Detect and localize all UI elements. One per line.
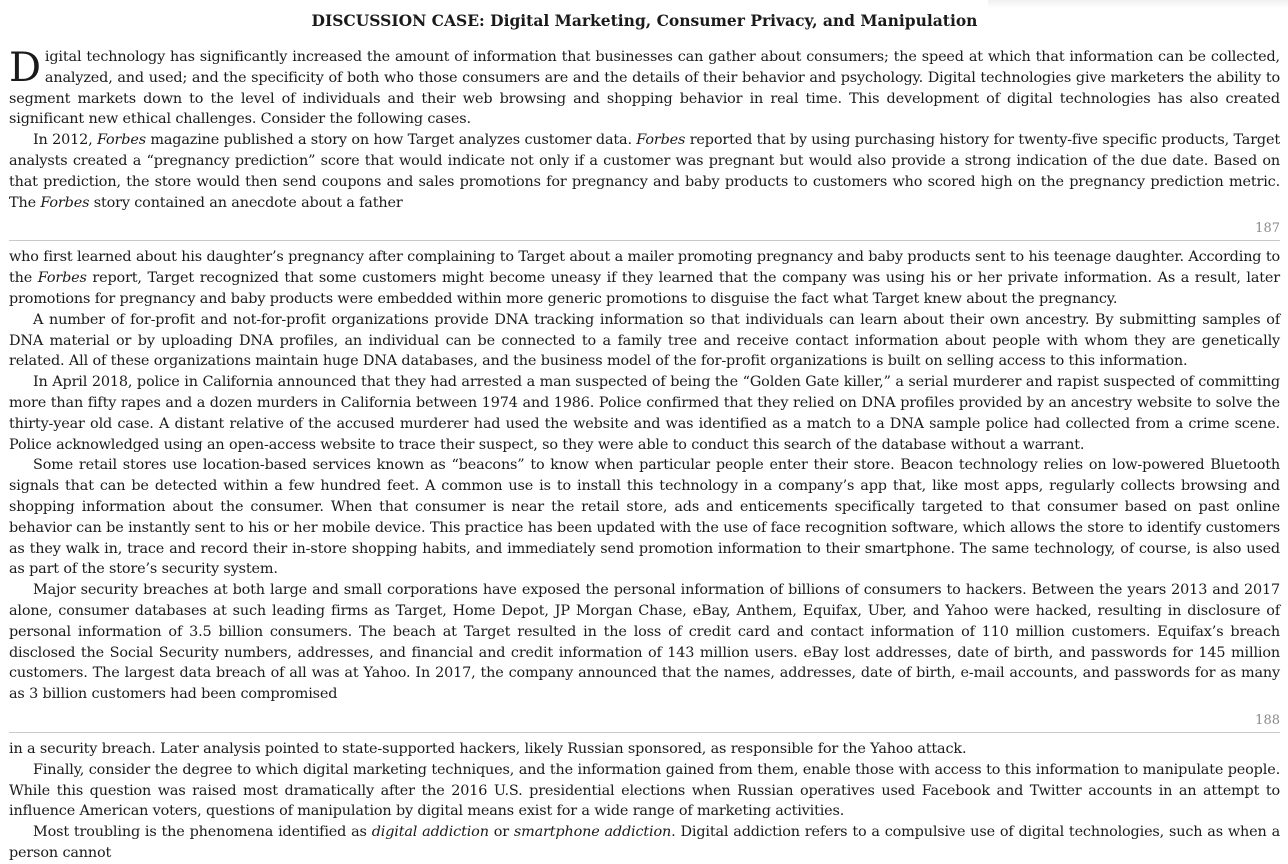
manipulation-paragraph: Finally, consider the degree to which digital marketing techniques, and the information gained from them, enable those with access to this information to manipulate people. While this question was raised most dramatically after the 2016 U.S. presidential elections when Russian operatives used Facebook and Twitter accounts in an attempt to influence American voters, questions of manipulation by digital means exist for a wide range of marketing activities.: [9, 761, 1280, 820]
forbes-italic: Forbes: [40, 194, 90, 211]
document-viewer[interactable]: [9, 0, 1280, 864]
text-run: In 2012,: [33, 132, 97, 149]
text-run: reported that by using purchasing history for twenty-five specific products, Target analysts created a “pregnancy prediction” score that would indicate not only if a customer was pregnant but would also provide a strong indication of the due date. Based on that prediction, the store would then send coupons and sales promotions for pregnancy and baby products to customers who scored high on the pregnancy prediction metric. The: [9, 132, 1280, 211]
text-run: story contained an anecdote about a father: [89, 194, 403, 211]
page-divider: [9, 240, 1280, 241]
addiction-paragraph: [9, 822, 1280, 864]
page-number-187: 187: [1255, 221, 1280, 237]
text-run: report, Target recognized that some customers might become uneasy if they learned that the company was using his or her private information. As a result, later promotions for pregnancy and baby products were embedded within more generic promotions to disguise the fact what Target knew about the pregnancy.: [9, 270, 1280, 307]
page-188: [9, 247, 1280, 733]
text-run: . Digital addiction refers to a compulsive use of digital technologies, such as when a person cannot: [9, 824, 1280, 861]
page-title: DISCUSSION CASE: Digital Marketing, Consumer Privacy, and Manipulation: [311, 11, 978, 30]
golden-gate-paragraph: In April 2018, police in California announced that they had arrested a man suspected of being the “Golden Gate killer,” a serial murderer and rapist suspected of committing more than fifty rapes and a dozen murders in California between 1974 and 1986. Police confirmed that they relied on DNA profiles provided by an ancestry website to solve the thirty-year old case. A distant relative of the accused murderer had used the website and was identified as a match to a DNA sample police had collected from a crime scene. Police acknowledged using an open-access website to trace their suspect, so they were able to conduct this search of the database without a warrant.: [9, 374, 1280, 453]
continued-paragraph: [9, 247, 1280, 309]
text-run: who first learned about his daughter’s pregnancy after complaining to Target about a mailer promoting pregnancy and baby products sent to his teenage daughter. According to the: [9, 249, 1280, 287]
intro-paragraph: [9, 47, 1280, 130]
target-paragraph: [9, 130, 1280, 213]
italic-term: digital addiction: [371, 824, 489, 841]
page-divider: [9, 732, 1280, 733]
text-run: or: [488, 824, 514, 841]
forbes-italic: Forbes: [96, 132, 146, 149]
forbes-italic: Forbes: [636, 132, 686, 149]
text-run: magazine published a story on how Target analyzes customer data.: [145, 132, 637, 149]
forbes-italic: Forbes: [37, 270, 87, 287]
page-number-188: 188: [1255, 712, 1280, 728]
breaches-paragraph: Major security breaches at both large and small corporations have exposed the personal information of billions of consumers to hackers. Between the years 2013 and 2017 alone, consumer databases at such leading firms as Target, Home Depot, JP Morgan Chase, eBay, Anthem, Equifax, Uber, and Yahoo were hacked, resulting in disclosure of personal information of 3.5 billion consumers. The beach at Target resulted in the loss of credit card and contact information of 110 million customers. Equifax’s breach disclosed the Social Security numbers, addresses, and financial and credit information of 143 million users. eBay lost addresses, date of birth, and passwords for 145 million customers. The largest data breach of all was at Yahoo. In 2017, the company announced that the names, addresses, date of birth, e-mail accounts, and passwords for as many as 3 billion customers had been compromised: [9, 582, 1280, 703]
beacons-paragraph: Some retail stores use location-based services known as “beacons” to know when particular people enter their store. Beacon technology relies on low-powered Bluetooth signals that can be detected within a few hundred feet. A common use is to install this technology in a company’s app that, like most apps, regularly collects browsing and shopping information about the consumer. When that consumer is near the retail store, ads and enticements specifically targeted to that consumer based on past online behavior can be instantly sent to his or her mobile device. This practice has been updated with the use of face recognition software, which allows the store to identify customers as they walk in, trace and record their in-store shopping habits, and immediately send promotion information to their smartphone. The same technology, of course, is also used as part of the store’s security system.: [9, 457, 1280, 578]
dna-paragraph: A number of for-profit and not-for-profit organizations provide DNA tracking information so that individuals can learn about their own ancestry. By submitting samples of DNA material or by uploading DNA profiles, an individual can be connected to a family tree and receive contact information about people with whom they are genetically related. All of these organizations maintain huge DNA databases, and the business model of the for-profit organizations is built on selling access to this information.: [9, 311, 1280, 370]
text-run: Most troubling is the phenomena identified as: [33, 824, 372, 841]
page-189: [9, 739, 1280, 864]
italic-term: smartphone addiction: [513, 824, 672, 841]
intro-text: igital technology has significantly increased the amount of information that businesses can gather about consumers; the speed at which that information can be collected, analyzed, and used; and the specificity of both who those consumers are and the details of their behavior and psychology. Digital technologies give marketers the ability to segment markets down to the level of individuals and their web browsing and shopping behavior in real time. This development of digital technologies has also created significant new ethical challenges. Consider the following cases.: [9, 49, 1280, 128]
page-187: [9, 47, 1280, 241]
continued-paragraph: in a security breach. Later analysis pointed to state-supported hackers, likely Russian sponsored, as responsible for the Yahoo attack.: [9, 740, 967, 757]
dropcap-letter: D: [9, 45, 41, 91]
